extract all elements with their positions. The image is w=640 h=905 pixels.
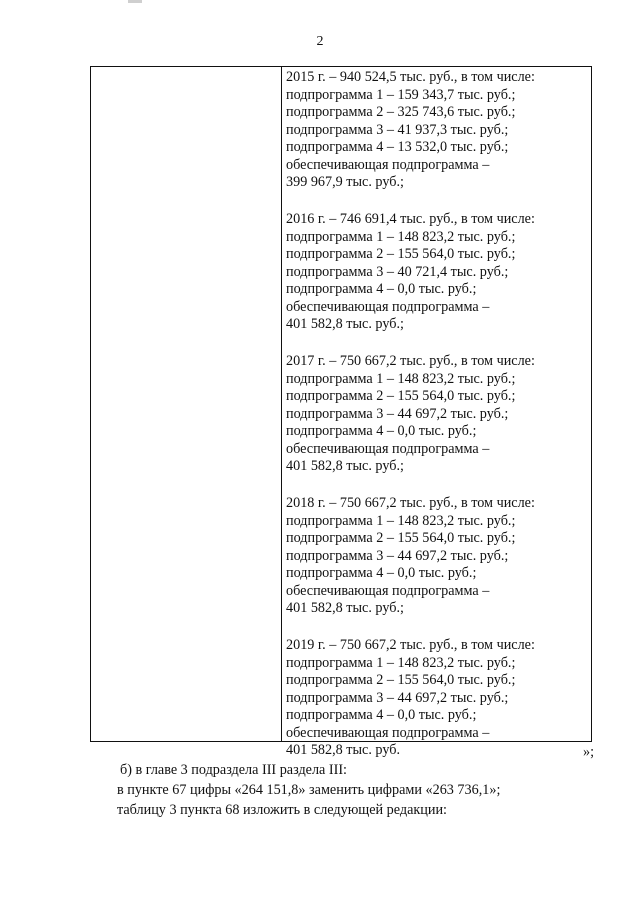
subprogram-line: 401 582,8 тыс. руб.; (286, 316, 404, 332)
subprogram-line: подпрограмма 2 – 155 564,0 тыс. руб.; (286, 530, 516, 546)
subprogram-line: подпрограмма 3 – 44 697,2 тыс. руб.; (286, 547, 509, 564)
subprogram-line: обеспечивающая подпрограмма – (286, 582, 490, 599)
paragraph-b-heading: б) в главе 3 подраздела III раздела III: (120, 762, 347, 778)
closing-quote-mark: »; (583, 744, 595, 760)
subprogram-line: подпрограмма 3 – 40 721,4 тыс. руб.; (286, 263, 509, 280)
subprogram-line: подпрограмма 3 – 44 697,2 тыс. руб.; (286, 405, 509, 422)
subprogram-line: 401 582,8 тыс. руб.; (286, 458, 404, 474)
subprogram-line: подпрограмма 1 – 148 823,2 тыс. руб.; (286, 228, 516, 245)
funding-cell (286, 69, 587, 779)
subprogram-line: подпрограмма 3 – 44 697,2 тыс. руб.; (286, 689, 509, 706)
subprogram-line: 399 967,9 тыс. руб.; (286, 174, 404, 190)
subprogram-line: подпрограмма 1 – 148 823,2 тыс. руб.; (286, 512, 516, 529)
subprogram-line: подпрограмма 1 – 148 823,2 тыс. руб.; (286, 654, 516, 671)
subprogram-line: подпрограмма 4 – 0,0 тыс. руб.; (286, 707, 477, 723)
subprogram-line: подпрограмма 1 – 148 823,2 тыс. руб.; (286, 370, 516, 387)
year-block (286, 637, 587, 760)
year-block (286, 495, 587, 618)
subprogram-line: обеспечивающая подпрограмма – (286, 724, 490, 741)
subprogram-line: обеспечивающая подпрограмма – (286, 440, 490, 457)
year-total-line: 2016 г. – 746 691,4 тыс. руб., в том числе: (286, 211, 535, 227)
year-total-line: 2018 г. – 750 667,2 тыс. руб., в том числе: (286, 495, 535, 511)
subprogram-line: 401 582,8 тыс. руб. (286, 742, 400, 758)
subprogram-line: обеспечивающая подпрограмма – (286, 156, 490, 173)
funding-table (90, 66, 592, 758)
year-block (286, 353, 587, 476)
page-number: 2 (316, 34, 324, 49)
subprogram-line: подпрограмма 2 – 155 564,0 тыс. руб.; (286, 388, 516, 404)
subprogram-line: подпрограмма 1 – 159 343,7 тыс. руб.; (286, 86, 516, 103)
year-total-line: 2019 г. – 750 667,2 тыс. руб., в том числе: (286, 637, 535, 653)
subprogram-line: подпрограмма 2 – 155 564,0 тыс. руб.; (286, 246, 516, 262)
subprogram-line: подпрограмма 2 – 325 743,6 тыс. руб.; (286, 104, 516, 120)
scan-artifact (128, 0, 142, 3)
paragraph-item-68: таблицу 3 пункта 68 изложить в следующей редакции: (117, 802, 447, 818)
subprogram-line: подпрограмма 2 – 155 564,0 тыс. руб.; (286, 672, 516, 688)
subprogram-line: подпрограмма 3 – 41 937,3 тыс. руб.; (286, 121, 509, 138)
subprogram-line: подпрограмма 4 – 0,0 тыс. руб.; (286, 565, 477, 581)
subprogram-line: подпрограмма 4 – 13 532,0 тыс. руб.; (286, 139, 509, 155)
year-block (286, 69, 587, 192)
subprogram-line: подпрограмма 4 – 0,0 тыс. руб.; (286, 423, 477, 439)
year-total-line: 2017 г. – 750 667,2 тыс. руб., в том числе: (286, 353, 535, 369)
subprogram-line: 401 582,8 тыс. руб.; (286, 600, 404, 616)
year-total-line: 2015 г. – 940 524,5 тыс. руб., в том числе: (286, 69, 535, 85)
subprogram-line: подпрограмма 4 – 0,0 тыс. руб.; (286, 281, 477, 297)
table-column-divider (281, 67, 282, 741)
subprogram-line: обеспечивающая подпрограмма – (286, 298, 490, 315)
paragraph-item-67: в пункте 67 цифры «264 151,8» заменить цифрами «263 736,1»; (117, 782, 501, 798)
year-block (286, 211, 587, 334)
